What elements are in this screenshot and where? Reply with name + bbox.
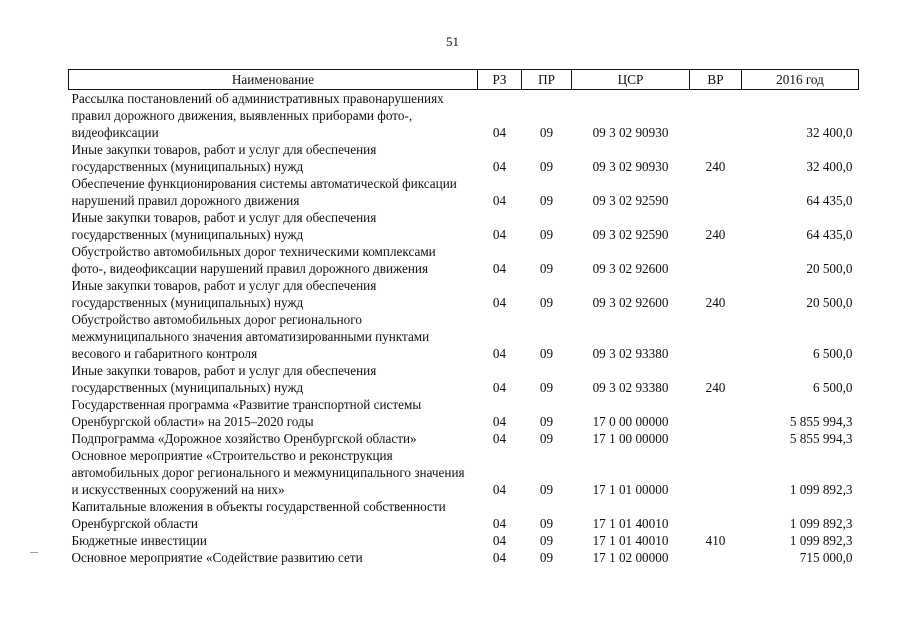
header-row <box>69 70 859 90</box>
cell-rz: 04 <box>492 295 507 310</box>
cell-name: Обустройство автомобильных дорог техническими комплексами фото-, видеофиксации нарушений правил дорожного движения <box>71 244 436 276</box>
cell-vr: 240 <box>705 227 726 242</box>
cell-amount: 20 500,0 <box>806 261 853 276</box>
table-row <box>69 498 859 532</box>
cell-name: Обустройство автомобильных дорог регионального межмуниципального значения автоматизированными пунктами весового и габаритного контроля <box>71 312 430 361</box>
cell-amount: 32 400,0 <box>806 125 853 140</box>
cell-pr: 09 <box>539 380 554 395</box>
table-row <box>69 243 859 277</box>
table-row <box>69 277 859 311</box>
cell-vr <box>690 498 742 532</box>
cell-name: Обеспечение функционирования системы автоматической фиксации нарушений правил дорожного движения <box>71 176 457 208</box>
cell-rz: 04 <box>492 193 507 208</box>
cell-csr: 09 3 02 90930 <box>592 125 669 140</box>
cell-csr: 09 3 02 90930 <box>592 159 669 174</box>
cell-name: Капитальные вложения в объекты государственной собственности Оренбургской области <box>71 499 446 531</box>
cell-rz: 04 <box>492 533 507 548</box>
cell-rz: 04 <box>492 516 507 531</box>
cell-amount: 64 435,0 <box>806 227 853 242</box>
cell-vr <box>690 447 742 498</box>
cell-name: Иные закупки товаров, работ и услуг для обеспечения государственных (муниципальных) нужд <box>71 210 377 242</box>
scan-mark <box>30 552 38 553</box>
table-row <box>69 447 859 498</box>
cell-rz: 04 <box>492 482 507 497</box>
cell-csr: 09 3 02 92600 <box>592 295 669 310</box>
cell-name: Подпрограмма «Дорожное хозяйство Оренбургской области» <box>71 431 417 446</box>
cell-csr: 17 0 00 00000 <box>592 414 669 429</box>
budget-table <box>68 69 859 566</box>
cell-csr: 09 3 02 92600 <box>592 261 669 276</box>
cell-vr <box>690 243 742 277</box>
cell-pr: 09 <box>539 193 554 208</box>
cell-amount: 1 099 892,3 <box>789 482 853 497</box>
cell-amount: 64 435,0 <box>806 193 853 208</box>
cell-csr: 17 1 01 40010 <box>592 533 669 548</box>
cell-name: Государственная программа «Развитие транспортной системы Оренбургской области» на 2015–2020 годы <box>71 397 422 429</box>
cell-pr: 09 <box>539 431 554 446</box>
cell-name: Иные закупки товаров, работ и услуг для обеспечения государственных (муниципальных) нужд <box>71 278 377 310</box>
cell-amount: 20 500,0 <box>806 295 853 310</box>
cell-name: Иные закупки товаров, работ и услуг для обеспечения государственных (муниципальных) нужд <box>71 142 377 174</box>
cell-vr: 240 <box>705 159 726 174</box>
cell-vr <box>690 430 742 447</box>
cell-pr: 09 <box>539 414 554 429</box>
cell-vr: 240 <box>705 380 726 395</box>
cell-csr: 17 1 01 40010 <box>592 516 669 531</box>
cell-amount: 32 400,0 <box>806 159 853 174</box>
table-row <box>69 90 859 142</box>
column-header-name: Наименование <box>69 70 478 90</box>
table-row <box>69 175 859 209</box>
table-body <box>69 90 859 567</box>
cell-rz: 04 <box>492 431 507 446</box>
cell-name: Иные закупки товаров, работ и услуг для обеспечения государственных (муниципальных) нужд <box>71 363 377 395</box>
cell-amount: 5 855 994,3 <box>789 414 853 429</box>
cell-vr <box>690 549 742 566</box>
cell-rz: 04 <box>492 414 507 429</box>
cell-vr: 410 <box>705 533 726 548</box>
table-row <box>69 532 859 549</box>
cell-csr: 17 1 01 00000 <box>592 482 669 497</box>
table-row <box>69 209 859 243</box>
cell-pr: 09 <box>539 159 554 174</box>
cell-vr <box>690 396 742 430</box>
cell-pr: 09 <box>539 346 554 361</box>
table-row <box>69 362 859 396</box>
cell-pr: 09 <box>539 295 554 310</box>
cell-rz: 04 <box>492 159 507 174</box>
cell-vr <box>690 90 742 142</box>
column-header-year: 2016 год <box>742 70 859 90</box>
cell-amount: 6 500,0 <box>812 346 853 361</box>
cell-csr: 09 3 02 92590 <box>592 227 669 242</box>
cell-pr: 09 <box>539 261 554 276</box>
cell-csr: 09 3 02 92590 <box>592 193 669 208</box>
table-row <box>69 396 859 430</box>
cell-name: Рассылка постановлений об административных правонарушениях правил дорожного движения, выявленных приборами фото-, видеофиксации <box>71 91 444 140</box>
table-row <box>69 141 859 175</box>
column-header-pr: ПР <box>522 70 572 90</box>
cell-pr: 09 <box>539 516 554 531</box>
cell-rz: 04 <box>492 380 507 395</box>
table-row <box>69 549 859 566</box>
cell-rz: 04 <box>492 261 507 276</box>
column-header-rz: РЗ <box>478 70 522 90</box>
cell-amount: 5 855 994,3 <box>789 431 853 446</box>
cell-name: Основное мероприятие «Строительство и реконструкция автомобильных дорог регионального и межмуниципального значения и искусственных сооружений на них» <box>71 448 465 497</box>
cell-vr <box>690 311 742 362</box>
cell-amount: 715 000,0 <box>799 550 853 565</box>
table-row <box>69 311 859 362</box>
cell-name: Бюджетные инвестиции <box>71 533 207 548</box>
cell-rz: 04 <box>492 346 507 361</box>
cell-pr: 09 <box>539 125 554 140</box>
cell-csr: 09 3 02 93380 <box>592 346 669 361</box>
cell-vr <box>690 175 742 209</box>
page-number: 51 <box>446 34 459 49</box>
column-header-csr: ЦСР <box>572 70 690 90</box>
cell-pr: 09 <box>539 482 554 497</box>
cell-amount: 1 099 892,3 <box>789 533 853 548</box>
cell-pr: 09 <box>539 227 554 242</box>
cell-pr: 09 <box>539 533 554 548</box>
cell-name: Основное мероприятие «Содействие развитию сети <box>71 550 363 565</box>
cell-csr: 09 3 02 93380 <box>592 380 669 395</box>
cell-csr: 17 1 02 00000 <box>592 550 669 565</box>
cell-csr: 17 1 00 00000 <box>592 431 669 446</box>
table-row <box>69 430 859 447</box>
cell-vr: 240 <box>705 295 726 310</box>
column-header-vr: ВР <box>690 70 742 90</box>
cell-amount: 6 500,0 <box>812 380 853 395</box>
cell-rz: 04 <box>492 550 507 565</box>
cell-rz: 04 <box>492 125 507 140</box>
cell-rz: 04 <box>492 227 507 242</box>
cell-amount: 1 099 892,3 <box>789 516 853 531</box>
cell-pr: 09 <box>539 550 554 565</box>
